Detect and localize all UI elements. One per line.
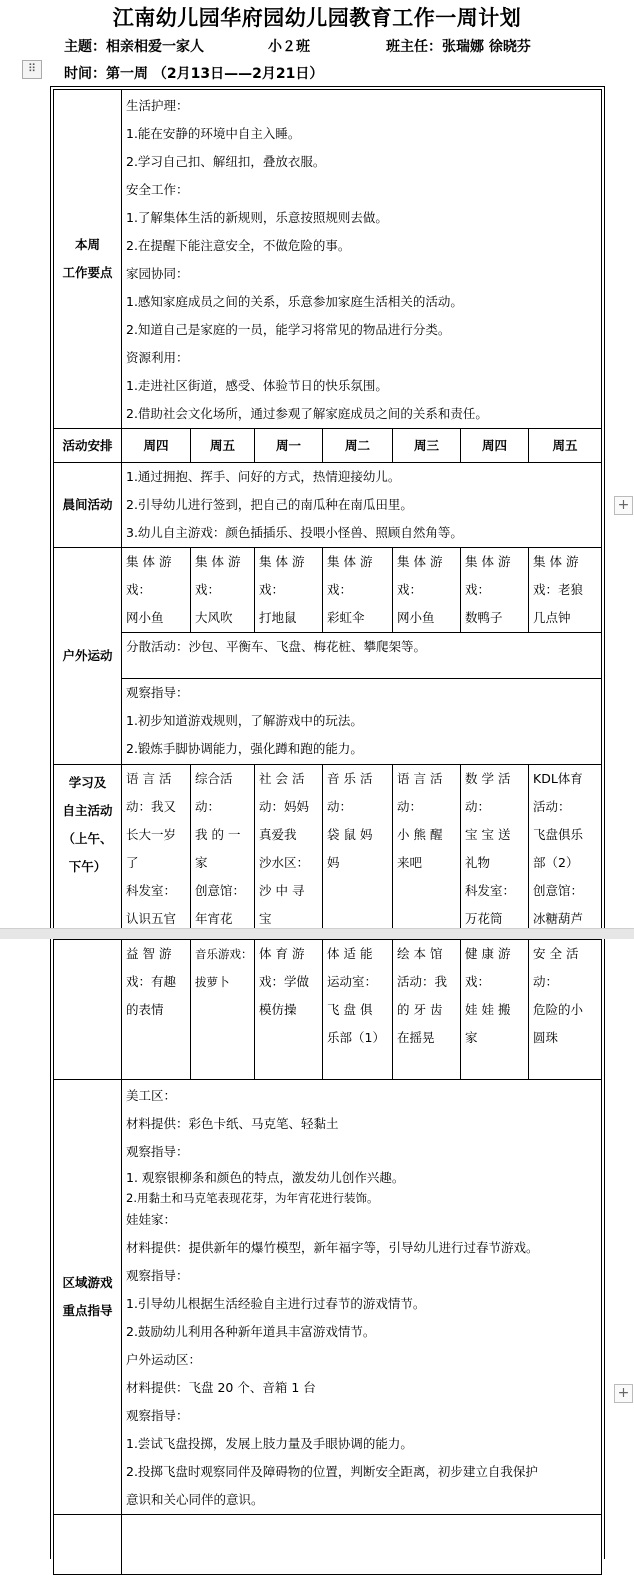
empty-content-cell	[122, 1515, 602, 1575]
day-header: 周四	[461, 429, 529, 463]
key-point-line: 2.知道自己是家庭的一员，能学习将常见的物品进行分类。	[126, 322, 451, 337]
page-title: 江南幼儿园华府园幼儿园教育工作一周计划	[112, 5, 522, 30]
outdoor-guide-line: 1.初步知道游戏规则，了解游戏中的玩法。	[126, 713, 363, 728]
morning-content	[122, 463, 602, 548]
outdoor-guide	[122, 679, 602, 765]
schedule-label: 活动安排	[54, 429, 122, 463]
page-2	[0, 939, 634, 1559]
area-line: 1. 观察银柳条和颜色的特点，激发幼儿创作兴趣。	[126, 1170, 405, 1185]
outdoor-game-cell: 集 体 游 戏： 大风吹	[191, 548, 255, 633]
key-point-line: 1.走进社区街道，感受、体验节日的快乐氛围。	[126, 378, 388, 393]
area-content	[122, 1080, 602, 1515]
outdoor-game-cell: 集 体 游 戏： 彩虹伞	[323, 548, 393, 633]
area-line: 材料提供：彩色卡纸、马克笔、轻黏土	[126, 1116, 339, 1131]
weekly-plan-table-continued	[53, 939, 602, 1575]
key-point-line: 2.学习自己扣、解纽扣，叠放衣服。	[126, 154, 326, 169]
key-point-line: 安全工作：	[126, 182, 189, 197]
area-line: 2.投掷飞盘时观察同伴及障碍物的位置，判断安全距离，初步建立自我保护	[126, 1464, 538, 1479]
outdoor-game-cell: 集 体 游 戏： 网小鱼	[393, 548, 461, 633]
area-line: 意识和关心同伴的意识。	[126, 1492, 264, 1507]
key-points-label: 本周 工作要点	[54, 90, 122, 429]
area-line: 美工区：	[126, 1088, 177, 1103]
area-line: 观察指导：	[126, 1408, 189, 1423]
add-row-plus-icon[interactable]: +	[614, 1384, 633, 1403]
area-line: 1.引导幼儿根据生活经验自主进行过春节的游戏情节。	[126, 1296, 426, 1311]
area-line-small: 2.用黏土和马克笔表现花芽，为年宵花进行装饰。	[126, 1191, 379, 1205]
day-header: 周四	[122, 429, 191, 463]
day-header: 周五	[191, 429, 255, 463]
learning-cell: 体 适 能 运动室： 飞 盘 俱 乐部（1）	[323, 940, 393, 1080]
morning-line: 2.引导幼儿进行签到，把自己的南瓜种在南瓜田里。	[126, 497, 413, 512]
learning-label: 学习及 自主活动 （上午、 下午）	[54, 765, 122, 936]
learning-cell: 语 言 活 动：我又 长大一岁 了 科发室： 认识五官	[122, 765, 191, 936]
key-point-line: 1.感知家庭成员之间的关系，乐意参加家庭生活相关的活动。	[126, 294, 463, 309]
time-range: 时间：第一周 （2月13日——2月21日）	[64, 66, 324, 82]
empty-label-cell	[54, 1515, 122, 1575]
teachers: 班主任：张瑞娜 徐晓芬	[386, 39, 531, 55]
outdoor-game-cell: 集 体 游 戏：老狼 几点钟	[529, 548, 602, 633]
day-header: 周一	[255, 429, 323, 463]
key-point-line: 生活护理：	[126, 98, 189, 113]
learning-cell: 音乐游戏： 拔萝卜	[191, 940, 255, 1080]
morning-line: 1.通过拥抱、挥手、问好的方式，热情迎接幼儿。	[126, 469, 401, 484]
theme-label: 主题：相亲相爱一家人	[64, 39, 204, 55]
outdoor-guide-line: 2.锻炼手脚协调能力，强化蹲和跑的能力。	[126, 741, 363, 756]
key-point-line: 资源利用：	[126, 350, 189, 365]
learning-cell: 综合活 动： 我 的 一 家 创意馆： 年宵花	[191, 765, 255, 936]
area-line: 娃娃家：	[126, 1212, 177, 1227]
area-line: 材料提供：飞盘 20 个、音箱 1 台	[126, 1380, 316, 1395]
morning-label: 晨间活动	[54, 463, 122, 548]
learning-cell: 健 康 游 戏： 娃 娃 搬 家	[461, 940, 529, 1080]
area-line: 观察指导：	[126, 1144, 189, 1159]
class-name: 小２班	[268, 39, 310, 55]
learning-cell: 语 言 活 动： 小 熊 醒 来吧	[393, 765, 461, 936]
key-point-line: 2.在提醒下能注意安全，不做危险的事。	[126, 238, 351, 253]
key-point-line: 2.借助社会文化场所，通过参观了解家庭成员之间的关系和责任。	[126, 406, 488, 421]
learning-cell: 体 育 游 戏：学做 模仿操	[255, 940, 323, 1080]
learning-cell: 数 学 活 动： 宝 宝 送 礼物 科发室： 万花筒	[461, 765, 529, 936]
key-point-line: 1.能在安静的环境中自主入睡。	[126, 126, 301, 141]
learning-cell: 安 全 活 动： 危险的小 圆珠	[529, 940, 602, 1080]
outdoor-game-cell: 集 体 游 戏： 打地鼠	[255, 548, 323, 633]
weekly-plan-table	[53, 89, 602, 936]
area-line: 材料提供：提供新年的爆竹模型，新年福字等，引导幼儿进行过春节游戏。	[126, 1240, 539, 1255]
key-points-content	[122, 90, 602, 429]
area-line: 户外运动区：	[126, 1352, 202, 1367]
table-move-handle-icon[interactable]: ⠿	[22, 60, 42, 79]
area-line: 1.尝试飞盘投掷，发展上肢力量及手眼协调的能力。	[126, 1436, 413, 1451]
outdoor-game-cell: 集 体 游 戏： 网小鱼	[122, 548, 191, 633]
outdoor-scatter: 分散活动：沙包、平衡车、飞盘、梅花桩、攀爬架等。	[122, 633, 602, 679]
day-header: 周二	[323, 429, 393, 463]
outdoor-label: 户外运动	[54, 548, 122, 765]
key-point-line: 家园协同：	[126, 266, 189, 281]
area-line: 2.鼓励幼儿利用各种新年道具丰富游戏情节。	[126, 1324, 376, 1339]
learning-cell: KDL体育 活动： 飞盘俱乐 部（2） 创意馆： 冰糖葫芦	[529, 765, 602, 936]
outdoor-guide-line: 观察指导：	[126, 685, 189, 700]
area-label: 区域游戏 重点指导	[54, 1080, 122, 1515]
learning-cell: 益 智 游 戏：有趣 的表情	[122, 940, 191, 1080]
day-header: 周五	[529, 429, 602, 463]
outdoor-game-cell: 集 体 游 戏： 数鸭子	[461, 548, 529, 633]
learning-cell: 绘 本 馆 活动：我 的 牙 齿 在摇晃	[393, 940, 461, 1080]
learning-label-continued	[54, 940, 122, 1080]
area-line: 观察指导：	[126, 1268, 189, 1283]
key-point-line: 1.了解集体生活的新规则，乐意按照规则去做。	[126, 210, 388, 225]
day-header: 周三	[393, 429, 461, 463]
learning-cell: 音 乐 活 动： 袋 鼠 妈 妈	[323, 765, 393, 936]
learning-cell: 社 会 活 动：妈妈 真爱我 沙水区： 沙 中 寻 宝	[255, 765, 323, 936]
add-row-plus-icon[interactable]: +	[614, 496, 633, 515]
morning-line: 3.幼儿自主游戏：颜色插插乐、投喂小怪兽、照顾自然角等。	[126, 525, 463, 540]
